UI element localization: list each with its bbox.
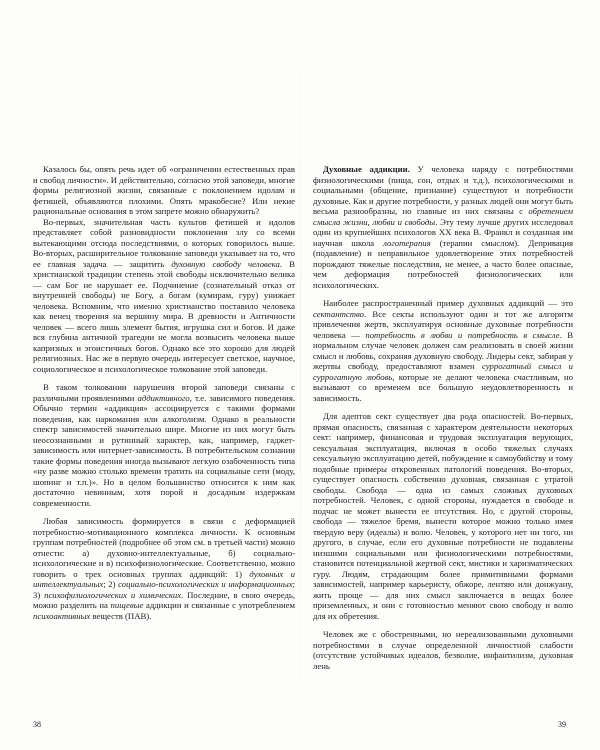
paragraph-1: Духовные аддикции. У человека наряду с потребностями физиологическими (пища, сон, отдых и т.д.), психологическими и социальными (общение, признание) существуют и потребности духовные. Как и другие потребности, у разных людей они могут быть весьма разнообразны, но главные из них связаны с обретением смысла жизни, любви и свободы. Эту тему лучше других исследовал один из крупнейших психологов XX века В. Франкл и созданная им научная школа логотерапия (терапии смыслом). Депривация (подавление) и неправильное удовлетворение этих потребностей порождают тяжелые последствия, не менее, а часто более опасные, чем деформация потребностей физиологических или психологических. (313, 164, 574, 290)
right-page (313, 164, 573, 671)
paragraph-2: Во-первых, значительная часть культов фетишей и идолов представляет собой разновидности поклонения злу со всеми вытекающими отсюда последствиями, о которых говорилось выше. Во-вторых, расширительное толкование заповеди указывает на то, что ее главная задача — защитить духовную свободу человека. В христианской традиции степень этой свободы исключительно велика — сам Бог не нарушает ее. Подчинение (сознательный отказ от внутренней свободы) не Богу, а богам (кумирам, гуру) унижает человека. Вспомним, что именно христианство поставило человека как венец творения на вершину мира. В древности и Античности человек — всего лишь элемент бытия, игрушка сил и богов. И даже вся глубина античной трагедии не могла возвысить человека выше капризных и эгоистичных богов. Однако все это хорошо для людей религиозных. Нас же в первую очередь интересует светское, научное, социологическое и психологическое толкование этой заповеди. (33, 216, 295, 374)
section-heading: Духовные аддикции. (323, 164, 410, 174)
page-number-right: 39 (558, 720, 566, 729)
paragraph-1: Казалось бы, опять речь идет об «ограничении естественных прав и свобод личности». И действительно, согласно этой заповеди, многие формы религиозной жизни, связанные с поклонением идолам и фетишей, объявляются плохими. Опять мракобесие? Или некие рациональные основания в этом запрете можно обнаружить? (33, 164, 295, 216)
gutter (300, 0, 301, 750)
paragraph-4: Человек же с обостренными, но нереализованными духовными потребностями в случае определенной личностной слабости (отсутствие устойчивых идеалов, безволие, инфантилизм, духовная лень (313, 629, 573, 671)
paragraph-3: В таком толковании нарушения второй заповеди связаны с различными проявлениями аддиктивного, т.е. зависимого поведения. Обычно термин «аддикция» ассоциируется с такими формами поведения, как наркомания или алкоголизм. Однако в реальности спектр зависимостей значительно шире. Многие из них могут быть неосознанными и рутинный характер, как, например, гаджет-зависимость или интернет-зависимость. В потребительском сознании такие формы поведения иногда вызывают легкую озабоченность типа «ну разве можно столько времени тратить на социальные сети (моду, шопинг и т.п.)». Но в целом большинство относится к ним как достаточно невинным, хотя порой и досадным издержкам современности. (33, 382, 295, 508)
paragraph-4: Любая зависимость формируется в связи с деформацией потребностно-мотивационного комплекса личности. К основным группам потребностей (подробнее об этом см. в третьей части) можно отнести: а) духовно-интеллектуальные, б) социально-психологические и в) психофизиологические. Соответственно, можно говорить о трех основных группах аддикций: 1) духовных и интеллектуальных; 2) социально-психологических и информационных; 3) психофизиологических и химических. Последние, в свою очередь, можно разделить на пищевые аддикции и связанные с употреблением психоактивных веществ (ПАВ). (33, 516, 295, 621)
left-page (33, 164, 295, 621)
paragraph-2: Наиболее распространенный пример духовных аддикций — это сектантство. Все секты используют один и тот же алгоритм привлечения жертв, эксплуатируя основные духовные потребности человека — потребность в любви и потребность в смысле. В нормальном случае человек должен сам реализовать в своей жизни смысл и любовь, сохраняя духовную свободу. Лидеры сект, забирая у жертвы свободу, предоставляют взамен суррогатный смысл и суррогатную любовь, которые не делают человека счастливым, но вызывают со временем все большую неудовлетворенность и зависимость. (313, 298, 573, 403)
page-number-left: 38 (33, 720, 41, 729)
paragraph-3: Для адептов сект существует два рода опасностей. Во-первых, прямая опасность, связанная с характером деятельности некоторых сект: например, финансовая и трудовая эксплуатация верующих, сексуальная эксплуатация, включая в особо тяжелых случаях сексуальную эксплуатацию детей, побуждение к самоубийству и тому подобные примеры откровенных патологий поведения. Во-вторых, существует опасность собственно духовная, связанная с утратой свободы. Свобода — одна из самых сложных духовных потребностей. Человек, с одной стороны, нуждается в свободе и подчас не может вынести ее отсутствия. Но, с другой стороны, свобода — тяжелое бремя, вынести которое можно только имея твердую веру (идеалы) и волю. Человек, у которого нет ни того, ни другого, в случае, если его духовные потребности не подавлены низшими социальными или физиологическими потребностями, становится потенциальной жертвой сект, мистики и харизматических гуру. Людям, страдающим более примитивными формами зависимостей, например карьеристу, обжоре, лентяю или донжуану, жить проще — для них смысл заключается в вещах более приземленных, и они с готовностью меняют свою свободу и волю для их обретения. (313, 411, 573, 621)
